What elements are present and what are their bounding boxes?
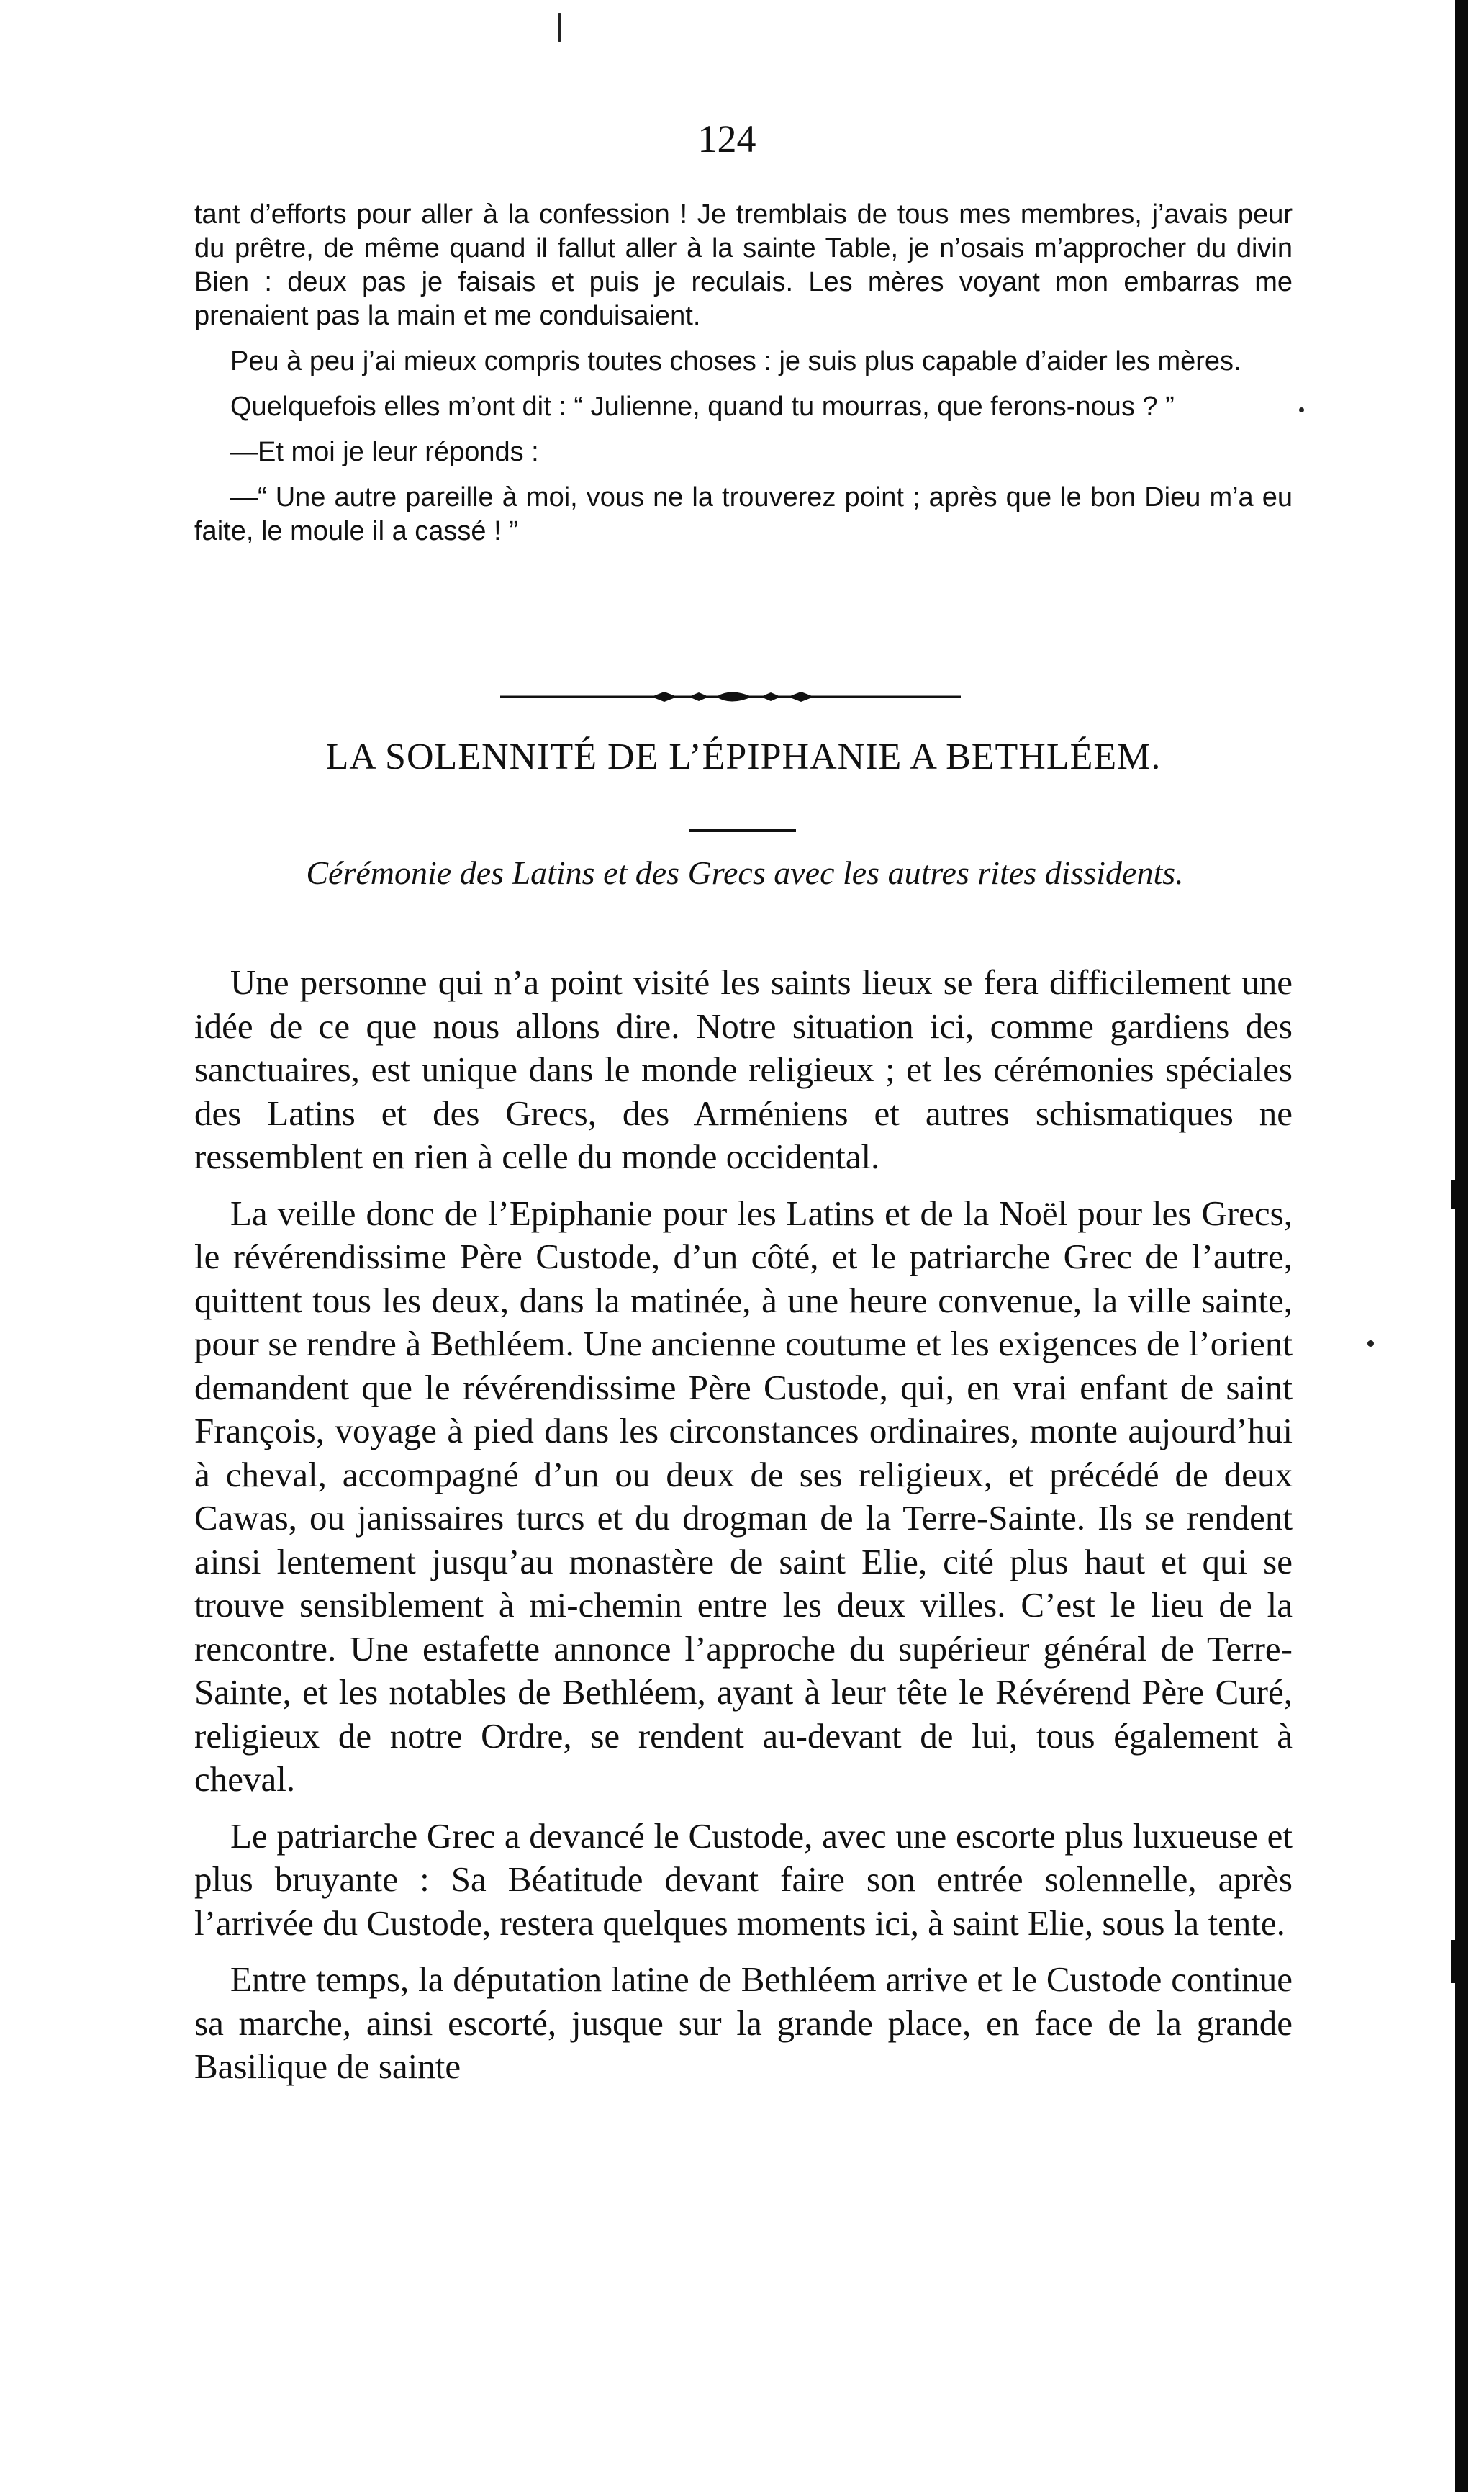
paragraph: La veille donc de l’Epiphanie pour les Latins et de la Noël pour les Grecs, le révérendissime Père Custode, d’un côté, et le patriarche Grec de l’autre, quittent tous les deux, dans la matinée, à une heure convenue, la ville sainte, pour se rendre à Bethléem. Une ancienne coutume et les exigences de l’orient demandent que le révérendissime Père Custode, qui, en vrai enfant de saint François, voyage à pied dans les circonstances ordinaires, monte aujourd’hui à cheval, accompagné d’un ou deux de ses religieux, et précédé de deux Cawas, ou janissaires turcs et du drogman de la Terre-Sainte. Ils se rendent ainsi lentement jusqu’au monastère de saint Elie, cité plus haut et qui se trouve sensiblement à mi-chemin entre les deux villes. C’est le lieu de la rencontre. Une estafette annonce l’approche du supérieur général de Terre-Sainte, et les notables de Bethléem, ayant à leur tête le Révérend Père Curé, religieux de notre Ordre, se rendent au-devant de lui, tous également à cheval. [194,1193,1293,1799]
title-rule [689,829,796,832]
paragraph: Peu à peu j’ai mieux compris toutes choses : je suis plus capable d’aider les mères. [230,346,1241,376]
scan-speck [1299,407,1304,412]
section-subtitle: Cérémonie des Latins et des Grecs avec les autres rites dissidents. [306,854,1184,891]
paragraph: —“ Une autre pareille à moi, vous ne la trouverez point ; après que le bon Dieu m’a eu faite, le moule il a cassé ! ” [194,482,1293,546]
page-edge-mark [1451,1180,1457,1209]
paragraph: Le patriarche Grec a devancé le Custode, avec une escorte plus luxueuse et plus bruyante : Sa Béatitude devant faire son entrée solennelle, après l’arrivée du Custode, restera quelques moments ici, à saint Elie, sous la tente. [194,1815,1293,1943]
scan-speck [1367,1340,1374,1347]
paragraph: Quelquefois elles m’ont dit : “ Julienne, quand tu mourras, que ferons-nous ? ” [230,392,1175,422]
paragraph: —Et moi je leur réponds : [230,437,539,467]
paragraph: tant d’efforts pour aller à la confession ! Je tremblais de tous mes membres, j’avais peur du prêtre, de même quand il fallut aller à la sainte Table, je n’osais m’approcher du divin Bien : deux pas je faisais et puis je reculais. Les mères voyant mon embarras me prenaient pas la main et me conduisaient. [194,199,1293,331]
ornament-divider [500,686,961,708]
section-title: LA SOLENNITÉ DE L’ÉPIPHANIE A BETHLÉEM. [325,736,1162,777]
page-edge-shadow [1455,0,1468,2492]
scan-speck [558,13,561,42]
page-number: 124 [697,117,756,161]
paragraph: Une personne qui n’a point visité les saints lieux se fera difficilement une idée de ce que nous allons dire. Notre situation ici, comme gardiens des sanctuaires, est unique dans le monde religieux ; et les cérémonies spéciales des Latins et des Grecs, des Arméniens et autres schismatiques ne ressemblent en rien à celle du monde occidental. [194,962,1293,1176]
body-text [194,961,1293,2102]
page-edge-mark [1451,1940,1457,1983]
paragraph: Entre temps, la députation latine de Bethléem arrive et le Custode continue sa marche, ainsi escorté, jusque sur la grande place, en face de la grande Basilique de sainte [194,1959,1293,2086]
intro-text [194,198,1293,560]
